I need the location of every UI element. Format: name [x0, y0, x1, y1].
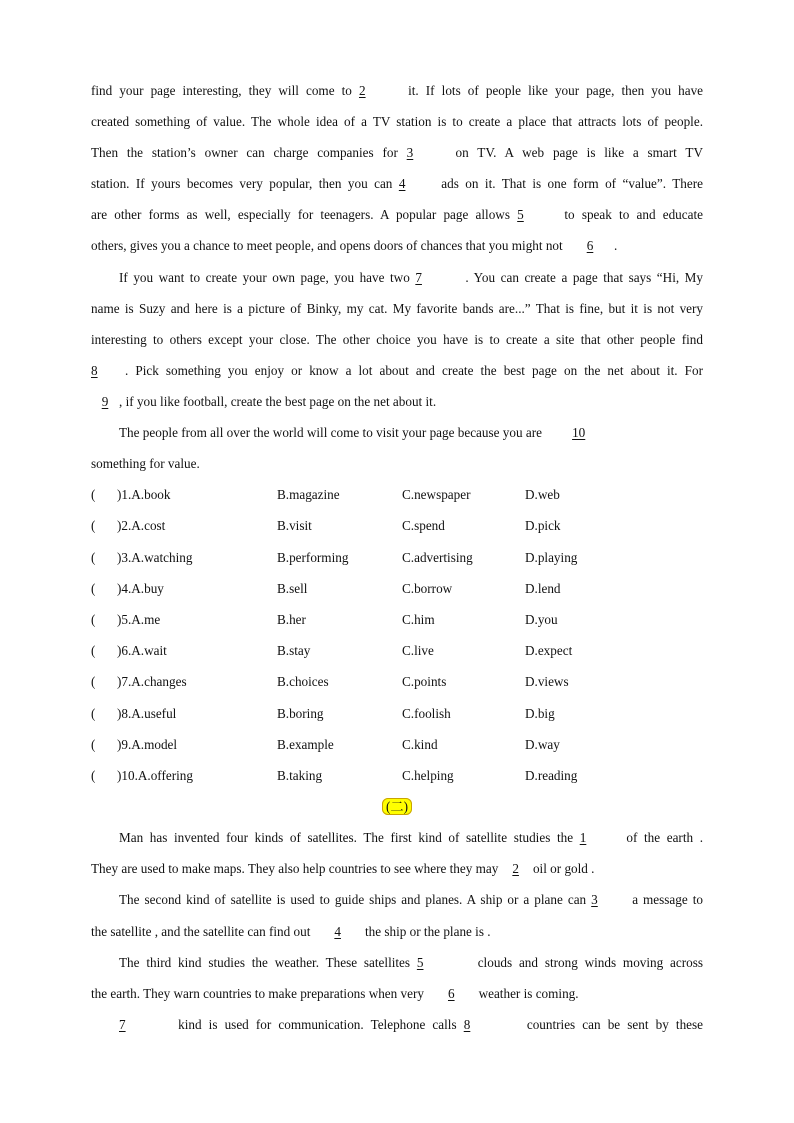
passage1-line: name is Suzy and here is a picture of Binky, my cat. My favorite bands are...” That is fine, but it is not very	[91, 300, 703, 316]
option-a[interactable]: )5.A.me	[117, 611, 161, 627]
option-row	[91, 576, 703, 607]
answer-bracket[interactable]: (	[91, 767, 96, 783]
options-list	[91, 482, 703, 794]
blank-2-6[interactable]: 6	[447, 985, 455, 1001]
option-d[interactable]: D.expect	[525, 643, 573, 659]
option-d[interactable]: D.playing	[525, 549, 578, 565]
blank-2-2[interactable]: 2	[512, 861, 519, 877]
option-c[interactable]: C.borrow	[402, 580, 453, 596]
passage1-line: 9 , if you like football, create the best page on the net about it.	[91, 389, 703, 420]
option-d[interactable]: D.you	[525, 611, 558, 627]
blank-3[interactable]: 3	[406, 145, 414, 161]
answer-bracket[interactable]: (	[91, 705, 96, 721]
option-c[interactable]: C.newspaper	[402, 487, 471, 503]
option-row	[91, 607, 703, 638]
option-b[interactable]: B.boring	[277, 705, 324, 721]
answer-bracket[interactable]: (	[91, 487, 96, 503]
blank-9[interactable]: 9	[101, 393, 109, 409]
answer-bracket[interactable]: (	[91, 643, 96, 659]
option-a[interactable]: )1.A.book	[117, 487, 171, 503]
answer-bracket[interactable]: (	[91, 580, 96, 596]
option-d[interactable]: D.web	[525, 487, 560, 503]
blank-2-1[interactable]: 1	[579, 830, 587, 846]
passage1-line: interesting to others except your close. The other choice you have is to create a site that other people find	[91, 331, 703, 347]
answer-bracket[interactable]: (	[91, 518, 96, 534]
option-row	[91, 638, 703, 669]
passage1-line: 8 . Pick something you enjoy or know a lot about and create the best page on the net about it. For	[91, 358, 703, 389]
answer-bracket[interactable]: (	[91, 549, 96, 565]
option-row	[91, 701, 703, 732]
option-b[interactable]: B.taking	[277, 767, 323, 783]
blank-2-5[interactable]: 5	[416, 954, 424, 970]
blank-5[interactable]: 5	[517, 207, 524, 223]
passage2-line: The third kind studies the weather. These satellites 5 clouds and strong winds moving across	[91, 950, 703, 981]
option-row	[91, 763, 703, 794]
blank-7[interactable]: 7	[415, 269, 422, 285]
option-d[interactable]: D.way	[525, 736, 560, 752]
option-a[interactable]: )3.A.watching	[117, 549, 193, 565]
option-a[interactable]: )10.A.offering	[117, 767, 193, 783]
option-c[interactable]: C.him	[402, 611, 435, 627]
section-2-marker: (二)	[91, 794, 703, 825]
answer-bracket[interactable]: (	[91, 736, 96, 752]
option-c[interactable]: C.kind	[402, 736, 438, 752]
passage1-line: Then the station’s owner can charge companies for 3 on TV. A web page is like a smart TV	[91, 140, 703, 171]
option-d[interactable]: D.pick	[525, 518, 561, 534]
passage1-line: find your page interesting, they will come to 2 it. If lots of people like your page, then you have	[91, 78, 703, 109]
option-a[interactable]: )9.A.model	[117, 736, 178, 752]
option-b[interactable]: B.magazine	[277, 487, 340, 503]
option-d[interactable]: D.views	[525, 674, 569, 690]
option-b[interactable]: B.visit	[277, 518, 312, 534]
passage2-line: 7 kind is used for communication. Telephone calls 8 countries can be sent by these	[91, 1012, 703, 1043]
option-c[interactable]: C.points	[402, 674, 447, 690]
option-c[interactable]: C.helping	[402, 767, 454, 783]
option-row	[91, 732, 703, 763]
passage1-line: The people from all over the world will come to visit your page because you are 10	[91, 420, 703, 451]
option-row	[91, 482, 703, 513]
passage1-line: station. If yours becomes very popular, then you can 4 ads on it. That is one form of “value”. There	[91, 171, 703, 202]
blank-8[interactable]: 8	[91, 362, 98, 378]
option-c[interactable]: C.advertising	[402, 549, 473, 565]
option-b[interactable]: B.her	[277, 611, 306, 627]
passage1-line: something for value.	[91, 456, 200, 472]
option-c[interactable]: C.spend	[402, 518, 445, 534]
passage1-line: others, gives you a chance to meet people, and opens doors of chances that you might not 6 .	[91, 233, 703, 264]
passage2-line: The second kind of satellite is used to guide ships and planes. A ship or a plane can 3 a message to	[91, 887, 703, 918]
option-row	[91, 513, 703, 544]
passage1-line: created something of value. The whole idea of a TV station is to create a place that attracts lots of people.	[91, 114, 703, 130]
blank-2-3[interactable]: 3	[591, 892, 598, 908]
blank-2-8[interactable]: 8	[463, 1016, 471, 1032]
option-row	[91, 669, 703, 700]
option-b[interactable]: B.sell	[277, 580, 308, 596]
blank-2-4[interactable]: 4	[334, 923, 341, 939]
option-d[interactable]: D.big	[525, 705, 555, 721]
answer-bracket[interactable]: (	[91, 611, 96, 627]
option-a[interactable]: )4.A.buy	[117, 580, 164, 596]
passage1-line: If you want to create your own page, you have two 7 . You can create a page that says “Hi, My	[91, 265, 703, 296]
option-a[interactable]: )6.A.wait	[117, 643, 167, 659]
blank-2-7[interactable]: 7	[119, 1016, 126, 1032]
option-d[interactable]: D.lend	[525, 580, 561, 596]
option-d[interactable]: D.reading	[525, 767, 578, 783]
option-a[interactable]: )2.A.cost	[117, 518, 166, 534]
passage2-line: They are used to make maps. They also help countries to see where they may 2 oil or gold .	[91, 856, 703, 887]
option-row	[91, 545, 703, 576]
option-b[interactable]: B.example	[277, 736, 334, 752]
passage2-line: the earth. They warn countries to make preparations when very 6 weather is coming.	[91, 981, 703, 1012]
option-c[interactable]: C.live	[402, 643, 434, 659]
document-page	[91, 78, 703, 1043]
option-b[interactable]: B.performing	[277, 549, 349, 565]
answer-bracket[interactable]: (	[91, 674, 96, 690]
option-a[interactable]: )8.A.useful	[117, 705, 177, 721]
passage2-line: the satellite , and the satellite can find out 4 the ship or the plane is .	[91, 919, 703, 950]
passage2-line: Man has invented four kinds of satellites. The first kind of satellite studies the 1 of the earth .	[91, 825, 703, 856]
blank-2[interactable]: 2	[358, 83, 366, 98]
blank-4[interactable]: 4	[398, 176, 406, 192]
option-b[interactable]: B.choices	[277, 674, 329, 690]
blank-10[interactable]: 10	[572, 425, 586, 441]
option-a[interactable]: )7.A.changes	[117, 674, 187, 690]
blank-6[interactable]: 6	[586, 238, 594, 254]
option-b[interactable]: B.stay	[277, 643, 311, 659]
passage1-line: are other forms as well, especially for teenagers. A popular page allows 5 to speak to and educate	[91, 202, 703, 233]
option-c[interactable]: C.foolish	[402, 705, 451, 721]
